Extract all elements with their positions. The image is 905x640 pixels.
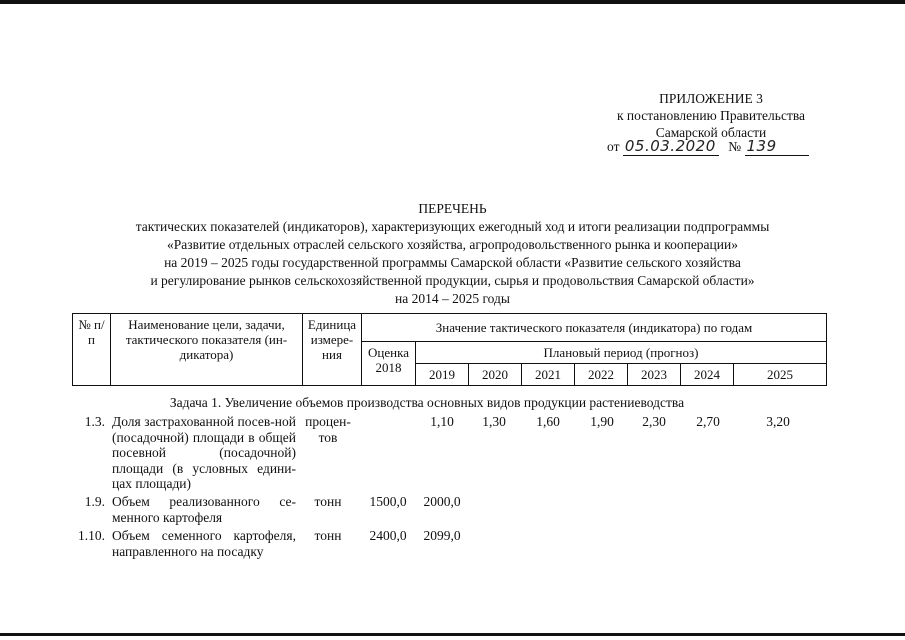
header-unit: Единица измере-ния: [303, 314, 362, 386]
appendix-region: Самарской области: [655, 125, 767, 140]
document-title: [70, 200, 835, 308]
header-year-2021: 2021: [522, 364, 575, 386]
row-value-2019: 1,10: [430, 414, 454, 429]
row-value-2024: 2,70: [696, 414, 720, 429]
number-label: №: [728, 139, 742, 154]
title-line-2: «Развитие отдельных отраслей сельского хозяйства, агропродовольственного рынка и кооперации»: [167, 237, 738, 252]
row-num: 1.3.: [84, 414, 105, 429]
row-unit: тонн: [314, 494, 342, 509]
row-value-2019: 2099,0: [423, 528, 461, 543]
appendix-title: ПРИЛОЖЕНИЕ 3: [659, 91, 763, 106]
title-line-5: на 2014 – 2025 годы: [395, 291, 510, 306]
title-heading: ПЕРЕЧЕНЬ: [418, 201, 487, 216]
header-year-2023: 2023: [628, 364, 681, 386]
decree-date-number: [607, 137, 809, 156]
row-estimate: 1500,0: [369, 494, 407, 509]
row-value-2025: 3,20: [766, 414, 790, 429]
task-heading: Задача 1. Увеличение объемов производства основных видов продукции растениеводства: [169, 395, 685, 410]
scan-bottom-edge: [0, 633, 905, 636]
scan-top-edge: [0, 0, 905, 4]
decree-number: 139: [745, 137, 809, 156]
title-line-3: на 2019 – 2025 годы государственной программы Самарской области «Развитие сельского хозяйства: [164, 255, 741, 270]
appendix-decree: к постановлению Правительства: [616, 108, 806, 123]
row-value-2021: 1,60: [536, 414, 560, 429]
header-year-2019: 2019: [416, 364, 469, 386]
title-line-4: и регулирование рынков сельскохозяйственной продукции, сырья и продовольствия Самарской области»: [150, 273, 755, 288]
row-value-2020: 1,30: [482, 414, 506, 429]
row-estimate: 2400,0: [369, 528, 407, 543]
row-num: 1.10.: [78, 528, 105, 543]
row-unit: тонн: [314, 528, 342, 543]
row-name: Объем семенного картофеля, направленного на посадку: [112, 528, 296, 559]
header-name: Наименование цели, задачи, тактического показателя (ин-дикатора): [111, 314, 303, 386]
header-plan-period: Плановый период (прогноз): [416, 342, 827, 364]
header-year-2020: 2020: [469, 364, 522, 386]
row-unit: процен-тов: [305, 414, 351, 445]
title-line-1: тактических показателей (индикаторов), характеризующих ежегодный ход и итоги реализации подпрограммы: [135, 219, 770, 234]
row-value-2022: 1,90: [590, 414, 614, 429]
header-values-group: Значение тактического показателя (индикатора) по годам: [362, 314, 827, 342]
row-name: Объем реализованного се-менного картофеля: [112, 494, 296, 525]
header-year-2022: 2022: [575, 364, 628, 386]
appendix-block: [580, 90, 842, 141]
from-label: от: [607, 139, 620, 154]
row-num: 1.9.: [84, 494, 105, 509]
row-value-2019: 2000,0: [423, 494, 461, 509]
indicator-table-header: [72, 313, 827, 386]
decree-date: 05.03.2020: [623, 137, 719, 156]
header-year-2025: 2025: [734, 364, 827, 386]
row-value-2023: 2,30: [642, 414, 666, 429]
row-name: Доля застрахованной посев-ной (посадочной) площади в общей посевной (посадочной) площади (в условных едини-цах площади): [112, 414, 296, 491]
header-estimate: Оценка 2018: [362, 342, 416, 386]
header-num: № п/п: [73, 314, 111, 386]
header-year-2024: 2024: [681, 364, 734, 386]
